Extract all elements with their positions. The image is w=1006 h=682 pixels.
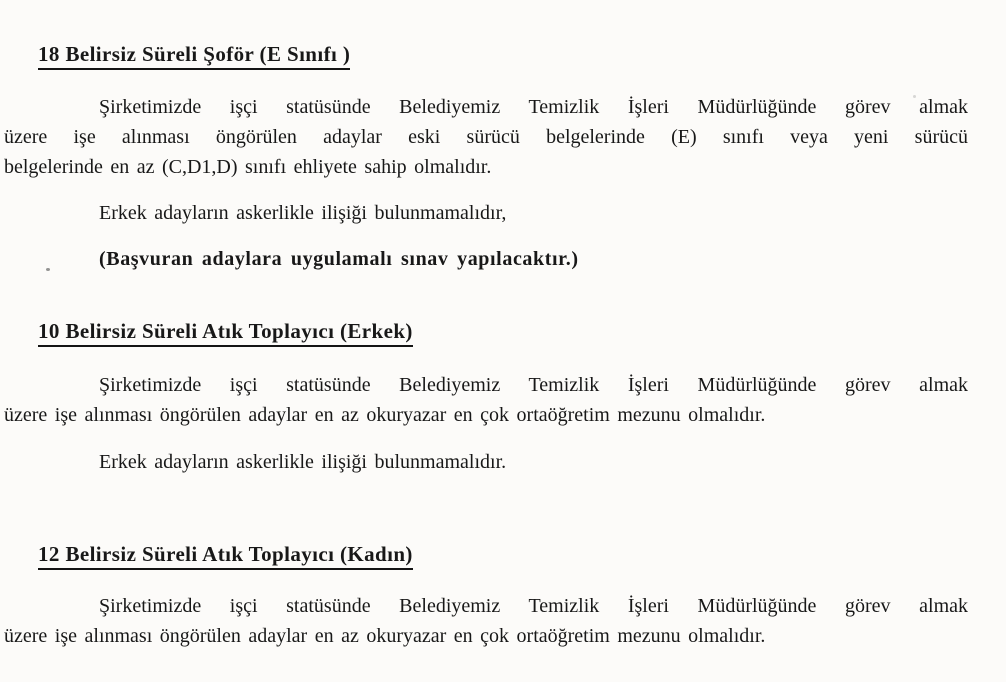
sofor-requirements-paragraph [4,92,968,182]
paragraph-line: Şirketimizde işçi statüsünde Belediyemiz Temizlik İşleri Müdürlüğünde görev almak [99,374,968,396]
section-atik-toplayici-erkek [4,320,968,477]
section-sofor [4,43,968,274]
paragraph-line: belgelerinde en az (C,D1,D) sınıfı ehliyete sahip olmalıdır. [4,156,492,178]
atik-erkek-requirements-paragraph [4,370,968,430]
atik-erkek-military-note: Erkek adayların askerlikle ilişiği bulunmamalıdır. [99,451,507,473]
section-heading-atik-erkek [38,320,968,343]
paragraph-line: üzere işe alınması öngörülen adaylar en az okuryazar en çok ortaöğretim mezunu olmalıdır. [4,625,766,647]
section-heading-atik-erkek-text: 10 Belirsiz Süreli Atık Toplayıcı (Erkek) [38,319,413,347]
section-atik-toplayici-kadin [4,543,968,651]
sofor-military-note: Erkek adayların askerlikle ilişiği bulunmamalıdır, [99,202,507,224]
atik-kadin-requirements-paragraph [4,591,968,651]
section-heading-atik-kadin [38,543,968,566]
section-heading-atik-kadin-text: 12 Belirsiz Süreli Atık Toplayıcı (Kadın) [38,542,413,570]
section-heading-sofor [38,43,968,66]
paragraph-line: Şirketimizde işçi statüsünde Belediyemiz Temizlik İşleri Müdürlüğünde görev almak [99,96,968,118]
paragraph-line: Şirketimizde işçi statüsünde Belediyemiz Temizlik İşleri Müdürlüğünde görev almak [99,595,968,617]
sofor-exam-note: (Başvuran adaylara uygulamalı sınav yapılacaktır.) [99,248,579,270]
section-heading-sofor-text: 18 Belirsiz Süreli Şoför (E Sınıfı ) [38,42,350,70]
paragraph-line: üzere işe alınması öngörülen adaylar eski sürücü belgelerinde (E) sınıfı veya yeni sürücü [4,126,968,148]
scan-speck [913,95,916,98]
paragraph-line: üzere işe alınması öngörülen adaylar en az okuryazar en çok ortaöğretim mezunu olmalıdır. [4,404,766,426]
scan-speck [46,268,50,271]
